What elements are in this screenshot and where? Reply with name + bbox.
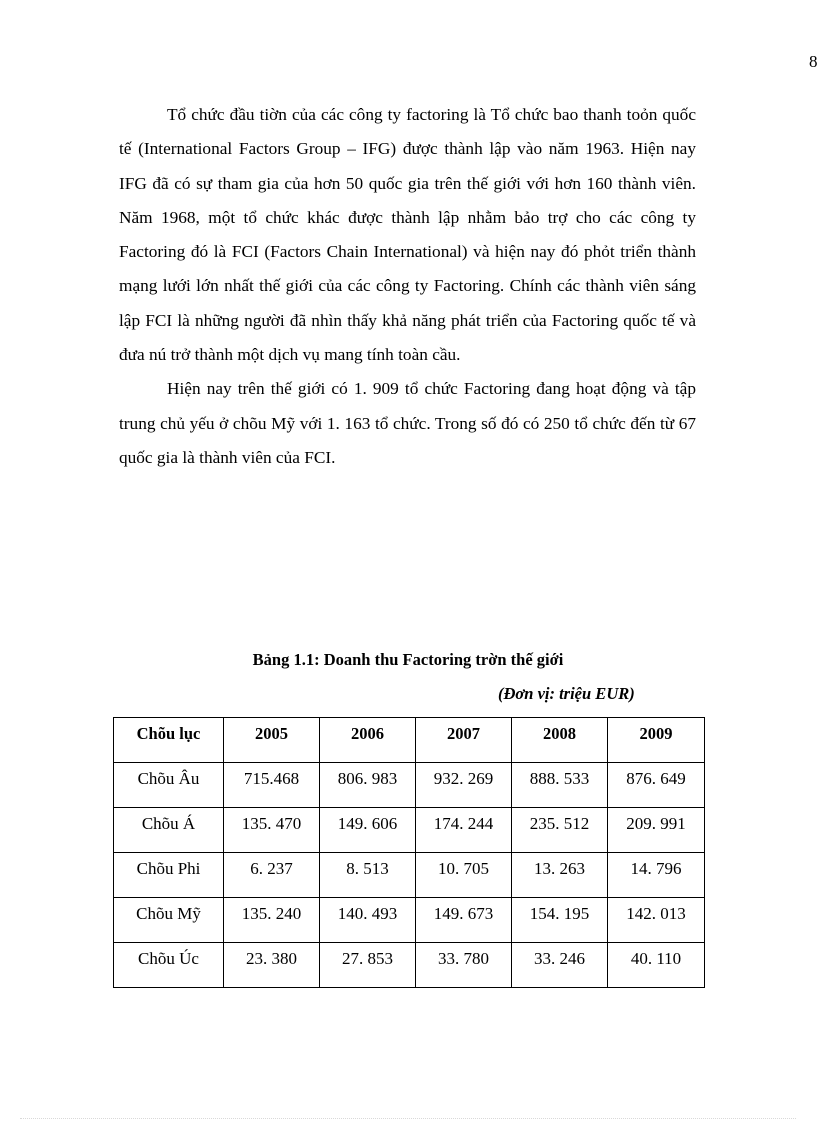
table-cell: 8. 513 [320, 853, 416, 898]
table-cell: 154. 195 [512, 898, 608, 943]
table-cell: 140. 493 [320, 898, 416, 943]
header-cell: Chõu lục [114, 718, 224, 763]
header-cell: 2006 [320, 718, 416, 763]
table-cell: 806. 983 [320, 763, 416, 808]
table-cell: 13. 263 [512, 853, 608, 898]
table-row [114, 898, 705, 943]
table-row [114, 853, 705, 898]
header-cell: 2005 [224, 718, 320, 763]
table-cell: Chõu Phi [114, 853, 224, 898]
table-cell: 209. 991 [608, 808, 705, 853]
table-cell: 876. 649 [608, 763, 705, 808]
body-text [119, 98, 696, 475]
table-cell: 235. 512 [512, 808, 608, 853]
table-cell: 10. 705 [416, 853, 512, 898]
table-cell: 135. 240 [224, 898, 320, 943]
header-cell: 2007 [416, 718, 512, 763]
table-row [114, 808, 705, 853]
table-cell: Chõu Á [114, 808, 224, 853]
table-header-row [114, 718, 705, 763]
table-cell: 149. 606 [320, 808, 416, 853]
revenue-table [113, 717, 705, 988]
table-cell: 149. 673 [416, 898, 512, 943]
table-cell: 174. 244 [416, 808, 512, 853]
page-bottom-rule [20, 1118, 796, 1119]
page-number: 8 [809, 52, 818, 71]
table-cell: 715.468 [224, 763, 320, 808]
table-cell: 135. 470 [224, 808, 320, 853]
table-cell: 40. 110 [608, 943, 705, 988]
table-cell: 33. 780 [416, 943, 512, 988]
table-cell: 33. 246 [512, 943, 608, 988]
table-row [114, 943, 705, 988]
paragraph-1: Tổ chức đầu tiờn của các công ty factoring là Tổ chức bao thanh toỏn quốc tế (International Factors Group – IFG) được thành lập vào năm 1963. Hiện nay IFG đã có sự tham gia của hơn 50 quốc gia trên thế giới với hơn 160 thành viên. Năm 1968, một tổ chức khác được thành lập nhằm bảo trợ cho các công ty Factoring đó là FCI (Factors Chain International) và hiện nay đó phỏt triển thành mạng lưới lớn nhất thế giới của các công ty Factoring. Chính các thành viên sáng lập FCI là những người đã nhìn thấy khả năng phát triển của Factoring quốc tế và đưa nú trở thành một dịch vụ mang tính toàn cầu. [119, 105, 696, 365]
table-cell: 932. 269 [416, 763, 512, 808]
table-row [114, 763, 705, 808]
table-cell: 888. 533 [512, 763, 608, 808]
table-cell: 6. 237 [224, 853, 320, 898]
header-cell: 2009 [608, 718, 705, 763]
table-cell: 14. 796 [608, 853, 705, 898]
paragraph-2: Hiện nay trên thế giới có 1. 909 tổ chức Factoring đang hoạt động và tập trung chủ yếu ở chõu Mỹ với 1. 163 tổ chức. Trong số đó có 250 tổ chức đến từ 67 quốc gia là thành viên của FCI. [119, 379, 696, 467]
header-cell: 2008 [512, 718, 608, 763]
table-cell: 23. 380 [224, 943, 320, 988]
table-cell: Chõu Úc [114, 943, 224, 988]
table-cell: Chõu Âu [114, 763, 224, 808]
table-cell: 142. 013 [608, 898, 705, 943]
table-title: Bảng 1.1: Doanh thu Factoring trờn thế giới [252, 650, 564, 669]
table-unit: (Đơn vị: triệu EUR) [498, 684, 635, 703]
table-cell: Chõu Mỹ [114, 898, 224, 943]
table-cell: 27. 853 [320, 943, 416, 988]
